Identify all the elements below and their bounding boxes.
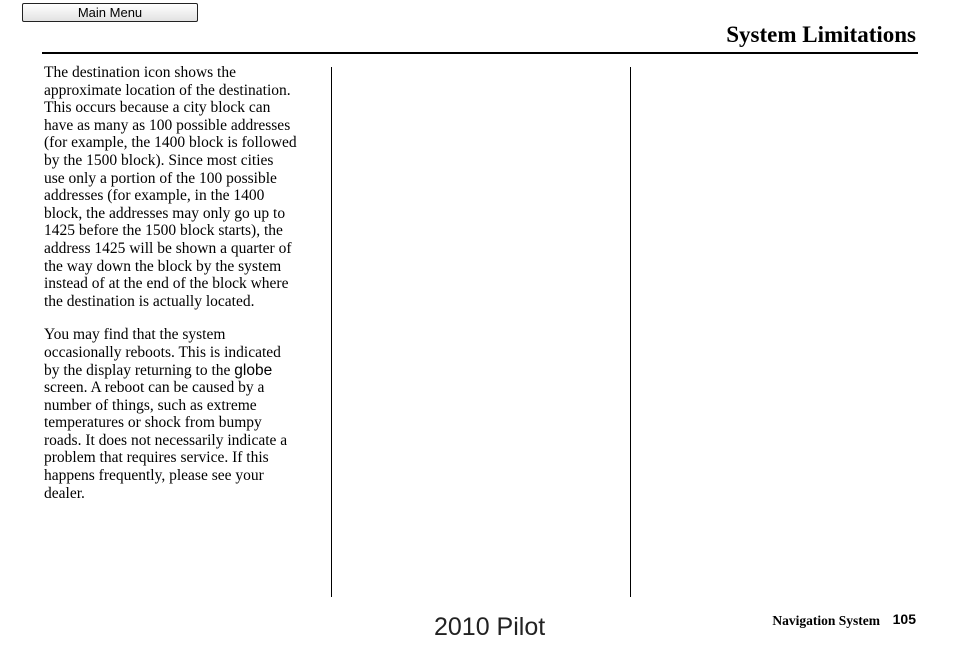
page-number: 105 <box>892 611 916 627</box>
text-line: number of things, such as extreme <box>44 396 257 414</box>
column-divider <box>331 67 332 597</box>
text-line: roads. It does not necessarily indicate a <box>44 431 288 449</box>
text-line: screen. A reboot can be caused by a <box>44 379 265 397</box>
text-line: by the 1500 block). Since most cities <box>44 151 274 169</box>
text-line: the destination is actually located. <box>44 292 255 310</box>
text-line: problem that requires service. If this <box>44 449 269 467</box>
text-line: address 1425 will be shown a quarter of <box>44 239 292 257</box>
text-line: instead of at the end of the block where <box>44 275 289 293</box>
text-line: happens frequently, please see your <box>44 467 264 485</box>
text-line: The destination icon shows the <box>44 64 236 81</box>
text-fragment: by the display returning to the <box>44 361 235 379</box>
text-line: block, the addresses may only go up to <box>44 204 286 222</box>
column-divider <box>630 67 631 597</box>
text-line: approximate location of the destination. <box>44 81 291 99</box>
globe-screen-keyword: globe <box>234 361 273 379</box>
main-menu-button[interactable]: Main Menu <box>22 3 198 22</box>
page-title: System Limitations <box>726 22 916 47</box>
footer-section-label: Navigation System <box>772 613 880 628</box>
text-line: the way down the block by the system <box>44 257 282 275</box>
paragraph-destination-icon <box>44 64 324 310</box>
text-line <box>44 362 324 380</box>
text-line: 1425 before the 1500 block starts), the <box>44 222 283 240</box>
text-line: You may find that the system <box>44 326 226 344</box>
text-line: use only a portion of the 100 possible <box>44 169 277 187</box>
text-line: occasionally reboots. This is indicated <box>44 343 281 361</box>
body-column-1 <box>44 64 324 518</box>
header-divider <box>42 52 918 54</box>
text-line: addresses (for example, in the 1400 <box>44 187 265 205</box>
text-line: temperatures or shock from bumpy <box>44 414 262 432</box>
paragraph-system-reboots <box>44 326 324 502</box>
text-line: have as many as 100 possible addresses <box>44 116 291 134</box>
text-line: (for example, the 1400 block is followed <box>44 134 297 152</box>
watermark: 2010 Pilot <box>434 613 546 641</box>
text-line: This occurs because a city block can <box>44 99 271 117</box>
text-line: dealer. <box>44 484 85 502</box>
